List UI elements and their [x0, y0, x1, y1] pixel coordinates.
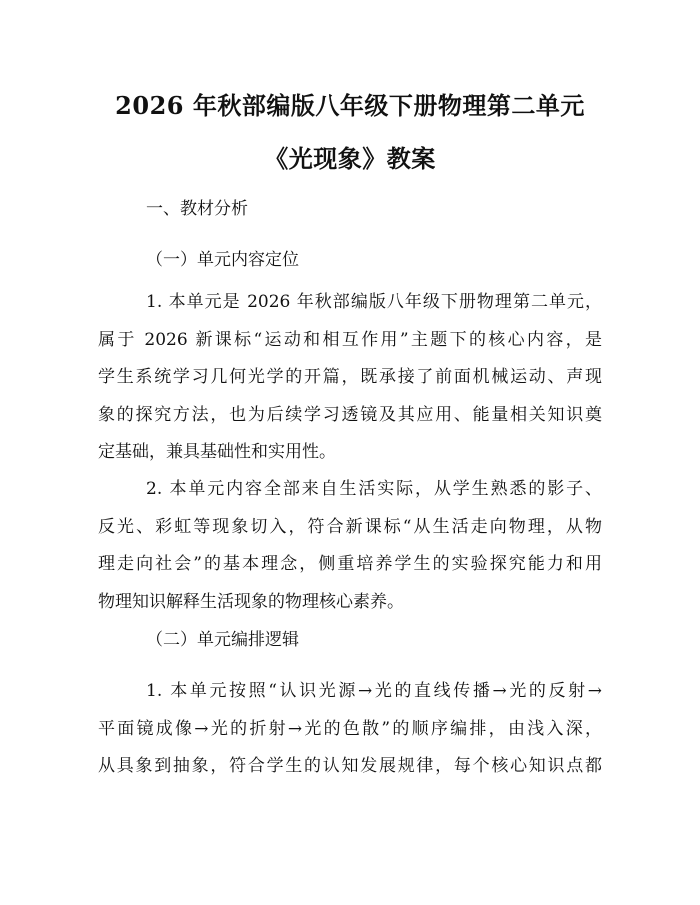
document-title-line-1: 2026 年秋部编版八年级下册物理第二单元 [115, 91, 585, 120]
paragraph-2-line: 2. 本单元内容全部来自生活实际，从学生熟悉的影子、 [146, 479, 602, 499]
document-title-line-2: 《光现象》教案 [264, 144, 436, 173]
paragraph-2-line: 反光、彩虹等现象切入，符合新课标“从生活走向物理，从物 [98, 516, 602, 537]
paragraph-2 [98, 471, 602, 621]
paragraph-3 [98, 673, 602, 786]
paragraph-1-line: 象的探究方法，也为后续学习透镜及其应用、能量相关知识奠 [98, 404, 602, 425]
paragraph-1-line: 属于 2026 新课标“运动和相互作用”主题下的核心内容，是 [98, 329, 602, 350]
subsection-heading-unit-positioning: （一）单元内容定位 [146, 250, 299, 270]
paragraph-3-line: 平面镜成像→光的折射→光的色散”的顺序编排，由浅入深， [98, 718, 602, 739]
paragraph-1-line: 定基础，兼具基础性和实用性。 [98, 442, 336, 462]
paragraph-2-line: 物理知识解释生活现象的物理核心素养。 [98, 591, 404, 612]
subsection-heading-unit-arrangement: （二）单元编排逻辑 [146, 630, 299, 650]
paragraph-3-line: 从具象到抽象，符合学生的认知发展规律，每个核心知识点都 [98, 756, 602, 776]
paragraph-3-line: 1. 本单元按照“认识光源→光的直线传播→光的反射→ [146, 681, 602, 701]
paragraph-2-line: 理走向社会”的基本理念，侧重培养学生的实验探究能力和用 [98, 554, 602, 574]
paragraph-1-line: 学生系统学习几何光学的开篇，既承接了前面机械运动、声现 [98, 367, 602, 387]
section-heading-textbook-analysis: 一、教材分析 [146, 199, 248, 219]
paragraph-1-line: 1. 本单元是 2026 年秋部编版八年级下册物理第二单元， [146, 292, 602, 312]
paragraph-1 [98, 284, 602, 472]
